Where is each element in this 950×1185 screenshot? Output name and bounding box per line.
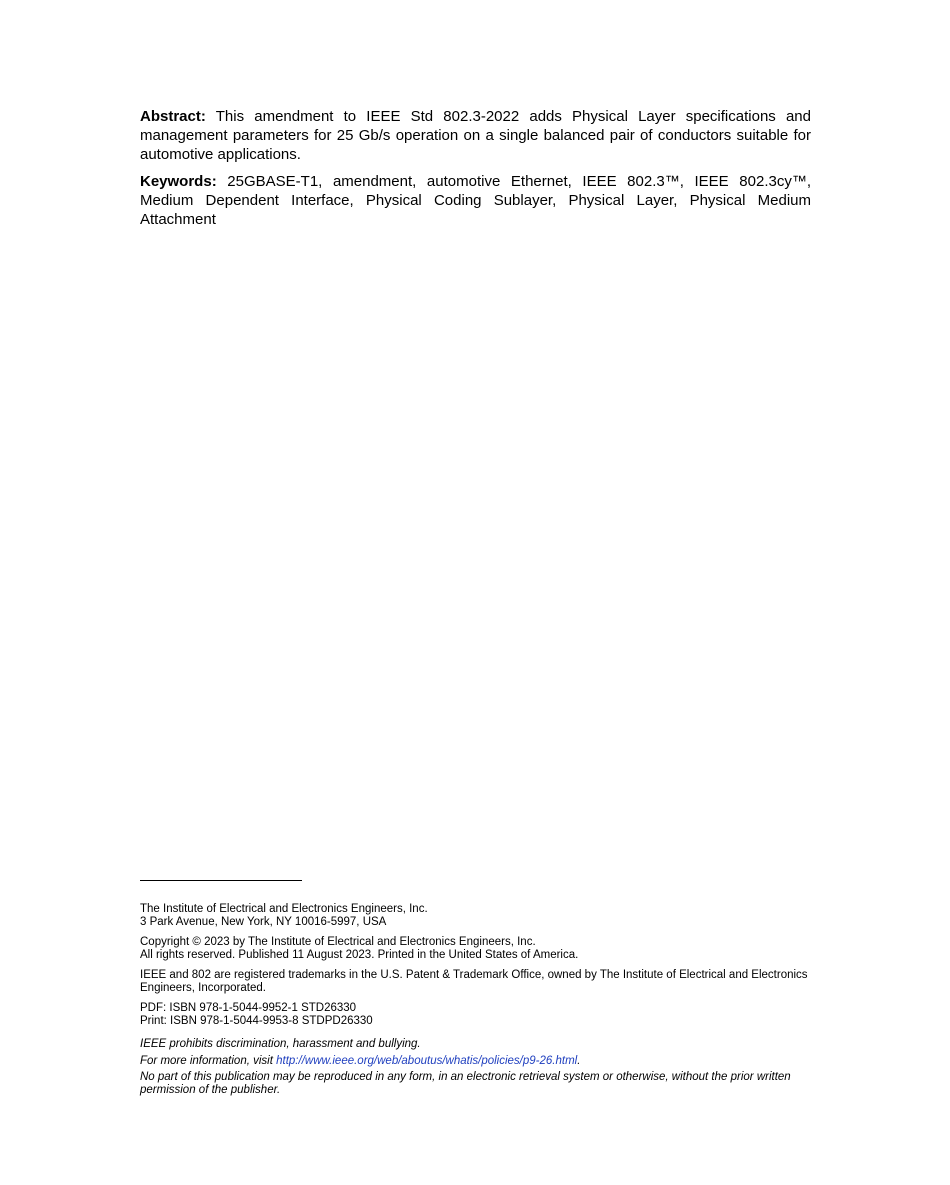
abstract-label: Abstract: bbox=[140, 108, 206, 125]
keywords-text: 25GBASE-T1, amendment, automotive Ethernet, IEEE 802.3™, IEEE 802.3cy™, Medium Dependent Interface, Physical Coding Sublayer, Physical Layer, Physical Medium Attachment bbox=[140, 173, 811, 228]
isbn-pdf: PDF: ISBN 978-1-5044-9952-1 STD26330 bbox=[140, 1002, 357, 1014]
reproduction-text: No part of this publication may be reproduced in any form, in an electronic retrieval system or otherwise, without the prior written permission of the publisher. bbox=[140, 1071, 791, 1096]
keywords-paragraph bbox=[140, 172, 811, 229]
discrimination-text: IEEE prohibits discrimination, harassment and bullying. bbox=[140, 1038, 421, 1050]
copyright-line: Copyright © 2023 by The Institute of Electrical and Electronics Engineers, Inc. bbox=[140, 936, 536, 948]
rights-line: All rights reserved. Published 11 August 2023. Printed in the United States of America. bbox=[140, 948, 579, 961]
publisher-name: The Institute of Electrical and Electronics Engineers, Inc. bbox=[140, 903, 428, 915]
more-info-notice bbox=[140, 1055, 811, 1068]
discrimination-notice bbox=[140, 1038, 811, 1051]
publisher-address: 3 Park Avenue, New York, NY 10016-5997, USA bbox=[140, 915, 387, 928]
legal-section bbox=[140, 903, 811, 1104]
publisher-info bbox=[140, 903, 811, 928]
more-info-suffix: . bbox=[577, 1054, 581, 1067]
isbn-print: Print: ISBN 978-1-5044-9953-8 STDPD26330 bbox=[140, 1014, 373, 1027]
footnote-divider bbox=[140, 880, 302, 881]
isbn-info bbox=[140, 1002, 811, 1027]
abstract-paragraph bbox=[140, 107, 811, 164]
policy-link[interactable]: http://www.ieee.org/web/aboutus/whatis/policies/p9-26.html bbox=[276, 1054, 578, 1067]
trademark-text: IEEE and 802 are registered trademarks in the U.S. Patent & Trademark Office, owned by The Institute of Electrical and Electronics Engineers, Incorporated. bbox=[140, 969, 808, 994]
reproduction-notice bbox=[140, 1071, 811, 1096]
abstract-text: This amendment to IEEE Std 802.3-2022 adds Physical Layer specifications and management parameters for 25 Gb/s operation on a single balanced pair of conductors suitable for automotive applications. bbox=[140, 108, 811, 163]
keywords-label: Keywords: bbox=[140, 173, 217, 190]
trademark-info bbox=[140, 969, 811, 994]
copyright-info bbox=[140, 936, 811, 961]
more-info-prefix: For more information, visit bbox=[140, 1054, 277, 1067]
abstract-section bbox=[140, 107, 811, 237]
